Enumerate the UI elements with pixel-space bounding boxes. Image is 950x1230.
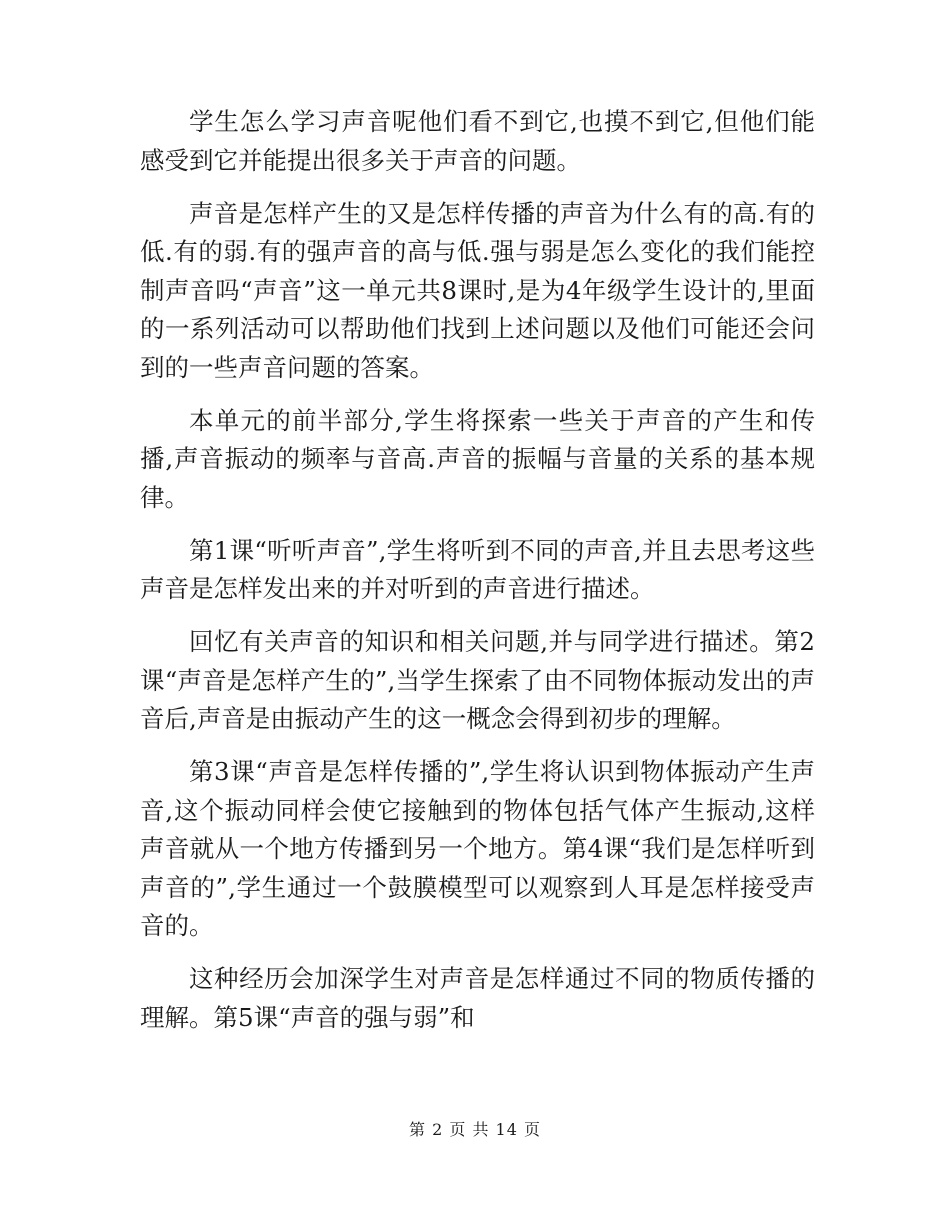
paragraph: 声音是怎样产生的又是怎样传播的声音为什么有的高.有的低.有的弱.有的强声音的高与低.强与弱是怎么变化的我们能控制声音吗“声音”这一单元共8课时,是为4年级学生设计的,里面的一系列活动可以帮助他们找到上述问题以及他们可能还会问到的一些声音问题的答案。 — [140, 198, 815, 382]
page-number-footer: 第 2 页 共 14 页 — [409, 1120, 541, 1139]
paragraph: 回忆有关声音的知识和相关问题,并与同学进行描述。第2课“声音是怎样产生的”,当学生探索了由不同物体振动发出的声音后,声音是由振动产生的这一概念会得到初步的理解。 — [140, 627, 815, 733]
paragraph: 这种经历会加深学生对声音是怎样通过不同的物质传播的理解。第5课“声音的强与弱”和 — [140, 964, 815, 1032]
paragraph: 学生怎么学习声音呢他们看不到它,也摸不到它,但他们能感受到它并能提出很多关于声音的问题。 — [140, 107, 815, 175]
body-text — [140, 103, 815, 1052]
paragraph: 第1课“听听声音”,学生将听到不同的声音,并且去思考这些声音是怎样发出来的并对听到的声音进行描述。 — [140, 535, 815, 603]
paragraph: 第3课“声音是怎样传播的”,学生将认识到物体振动产生声音,这个振动同样会使它接触到的物体包括气体产生振动,这样声音就从一个地方传播到另一个地方。第4课“我们是怎样听到声音的”,学生通过一个鼓膜模型可以观察到人耳是怎样接受声音的。 — [140, 757, 815, 940]
paragraph: 本单元的前半部分,学生将探索一些关于声音的产生和传播,声音振动的频率与音高.声音的振幅与音量的关系的基本规律。 — [140, 405, 815, 512]
